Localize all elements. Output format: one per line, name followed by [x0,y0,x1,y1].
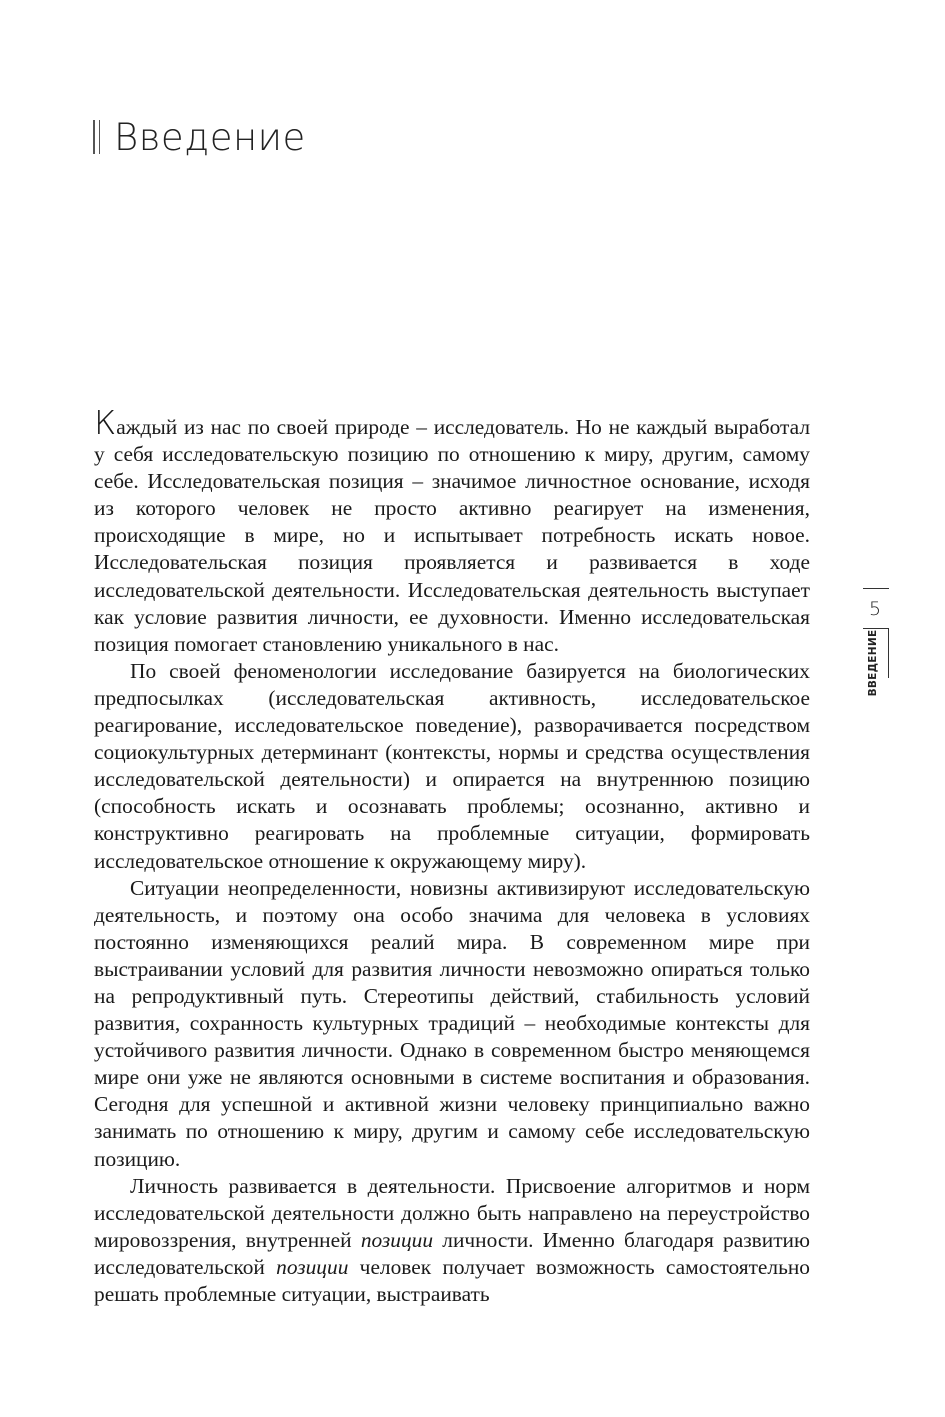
paragraph-1 [94,403,810,658]
running-head: ВВЕДЕНИЕ [867,629,879,697]
paragraph-4-text-c: человек получает возможность самостоятельно решать проблемные ситуации, выстраивать [94,1254,810,1306]
emphasis-pozitsii-1: позиции [360,1227,434,1252]
chapter-marker-bars [93,119,100,155]
paragraph-1-text: аждый из нас по своей природе – исследователь. Но не каждый выработал у себя исследовательскую позицию по отношению к миру, другим, самому себе. Исследовательская позиция – значимое личностное основание, исходя из которого человек не просто активно реагирует на изменения, происходящие в мире, но и испытывает потребность искать новое. Исследовательская позиция проявляется и развивается в ходе исследовательской деятельности. Исследовательская деятельность выступает как условие развития личности, ее духовности. Именно исследовательская позиция помогает становлению уникального в нас. [94,415,810,656]
body-text [94,403,810,1308]
paragraph-4-text-a: Личность развивается в деятельности. Присвоение алгоритмов и норм исследовательской деятельности должно быть направлено на переустройство мировоззрения, внутренней [94,1173,810,1252]
marker-bar [99,120,101,154]
paragraph-3: Ситуации неопределенности, новизны активизируют исследовательскую деятельность, и поэтому она особо значима для человека в условиях постоянно изменяющихся реалий мира. В современном мире при выстраивании условий для развития личности невозможно опираться только на репродуктивный путь. Стереотипы действий, стабильность условий развития, сохранность культурных традиций – необходимые контексты для устойчивого развития личности. Однако в современном быстро меняющемся мире они уже не являются основными в системе воспитания и образования. Сегодня для успешной и активной жизни человеку принципиально важно занимать по отношению к миру, другим и самому себе исследовательскую позицию. [94,875,810,1171]
paragraph-4 [94,1173,810,1308]
drop-cap: К [94,403,117,442]
emphasis-pozitsii-2: позиции [276,1254,349,1279]
folio-rule-top [863,588,889,589]
paragraph-4-text-b: личности. Именно благодаря развитию исследовательской [94,1227,810,1279]
marker-bar [93,120,95,154]
page-number: 5 [868,598,882,620]
paragraph-2: По своей феноменологии исследование базируется на биологических предпосылках (исследовательская активность, исследовательское реагирование, исследовательское поведение), разворачивается посредством социокультурных детерминант (контексты, нормы и средства осуществления исследовательской деятельности) и опирается на внутреннюю позицию (способность искать и осознавать проблемы; осознанно, активно и конструктивно реагировать на проблемные ситуации, формировать исследовательское отношение к окружающему миру). [94,658,810,873]
chapter-title: Введение [114,115,306,159]
chapter-header [93,112,306,162]
folio-vertical-rule [888,628,889,678]
